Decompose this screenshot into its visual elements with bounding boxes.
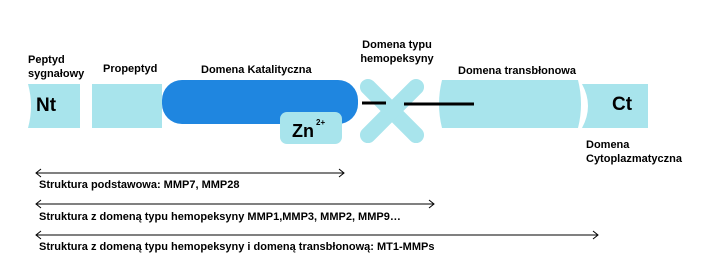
label-hemopexin-domain: Domena typu hemopeksyny — [360, 39, 434, 65]
label-transmembrane-domain: Domena transbłonowa — [458, 65, 576, 77]
arrow-transmembrane-structure — [36, 231, 598, 239]
c-terminus-label: Ct — [612, 94, 633, 115]
zinc-charge: 2+ — [316, 118, 326, 127]
structure-label-transmembrane: Struktura z domeną typu hemopeksyny i domeną transbłonową: MT1-MMPs — [39, 241, 435, 253]
hemopexin-x-shape — [357, 76, 428, 147]
propeptide-block — [92, 84, 162, 128]
label-catalytic-domain: Domena Katalityczna — [201, 64, 312, 76]
label-propeptide: Propeptyd — [103, 63, 158, 75]
structure-label-basic: Struktura podstawowa: MMP7, MMP28 — [39, 179, 240, 191]
arrow-basic-structure — [36, 169, 344, 177]
zinc-symbol: Zn — [292, 121, 314, 141]
structure-label-hemopexin: Struktura z domeną typu hemopeksyny MMP1,MMP3, MMP2, MMP9… — [39, 211, 401, 223]
label-signal-peptide: Peptyd sygnałowy — [28, 54, 85, 80]
n-terminus-label: Nt — [36, 95, 57, 116]
label-cytoplasmic-domain: Domena Cytoplazmatyczna — [586, 139, 682, 165]
arrow-hemopexin-structure — [36, 200, 434, 208]
